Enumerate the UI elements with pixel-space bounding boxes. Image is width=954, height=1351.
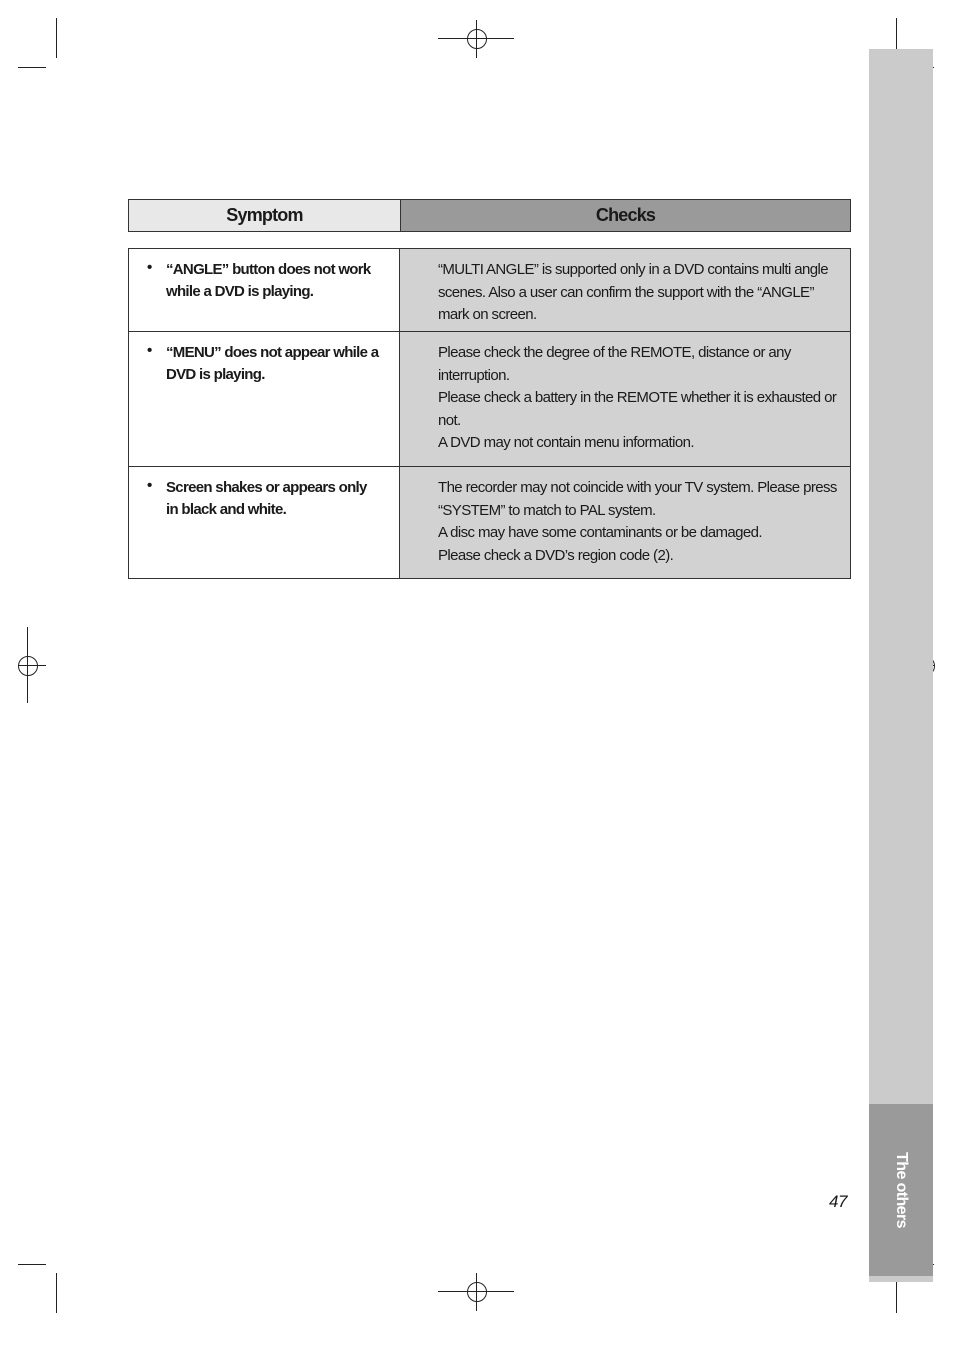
check-text: A disc may have some contaminants or be damaged. (438, 524, 762, 541)
crop-mark (18, 1264, 46, 1265)
check-text: Please check the degree of the REMOTE, distance or any interruption. (438, 344, 791, 384)
bullet-icon: • (147, 259, 153, 276)
symptom-cell (129, 332, 400, 466)
bullet-icon: • (147, 477, 153, 494)
side-tab-label-box (869, 1104, 933, 1276)
check-text: Please check a DVD’s region code (2). (438, 546, 674, 564)
bullet-icon: • (147, 342, 153, 359)
symptom-cell (129, 467, 400, 578)
page-number: 47 (829, 1192, 847, 1211)
symptom-text: “MENU” does not appear while a DVD is playing. (166, 344, 379, 383)
table-row (129, 332, 850, 467)
check-text: The recorder may not coincide with your TV system. Please press “SYSTEM” to match to PAL system. (438, 479, 837, 519)
crop-mark (56, 1273, 57, 1313)
check-text: A DVD may not contain menu information. (438, 434, 694, 451)
symptom-text: Screen shakes or appears only in black and white. (166, 479, 367, 518)
check-text: Please check a battery in the REMOTE whether it is exhausted or not. (438, 389, 837, 429)
troubleshooting-table (128, 248, 851, 579)
checks-cell (400, 249, 850, 331)
checks-cell (400, 332, 850, 466)
symptom-text: “ANGLE” button does not work while a DVD is playing. (166, 261, 371, 300)
registration-mark (467, 29, 487, 49)
side-strip (869, 49, 933, 1282)
side-tab-label: The others (893, 1152, 911, 1228)
header-checks: Checks (401, 200, 850, 231)
table-row (129, 467, 850, 578)
symptom-cell (129, 249, 400, 331)
crop-mark (18, 67, 46, 68)
check-text: “MULTI ANGLE” is supported only in a DVD contains multi angle scenes. Also a user can confirm the support with the “ANGLE” mark on screen. (438, 261, 828, 323)
table-row (129, 249, 850, 332)
header-symptom: Symptom (129, 200, 401, 231)
registration-mark (467, 1282, 487, 1302)
crop-mark (56, 18, 57, 58)
registration-mark (18, 656, 38, 676)
checks-cell (400, 467, 850, 578)
table-header (128, 199, 851, 232)
